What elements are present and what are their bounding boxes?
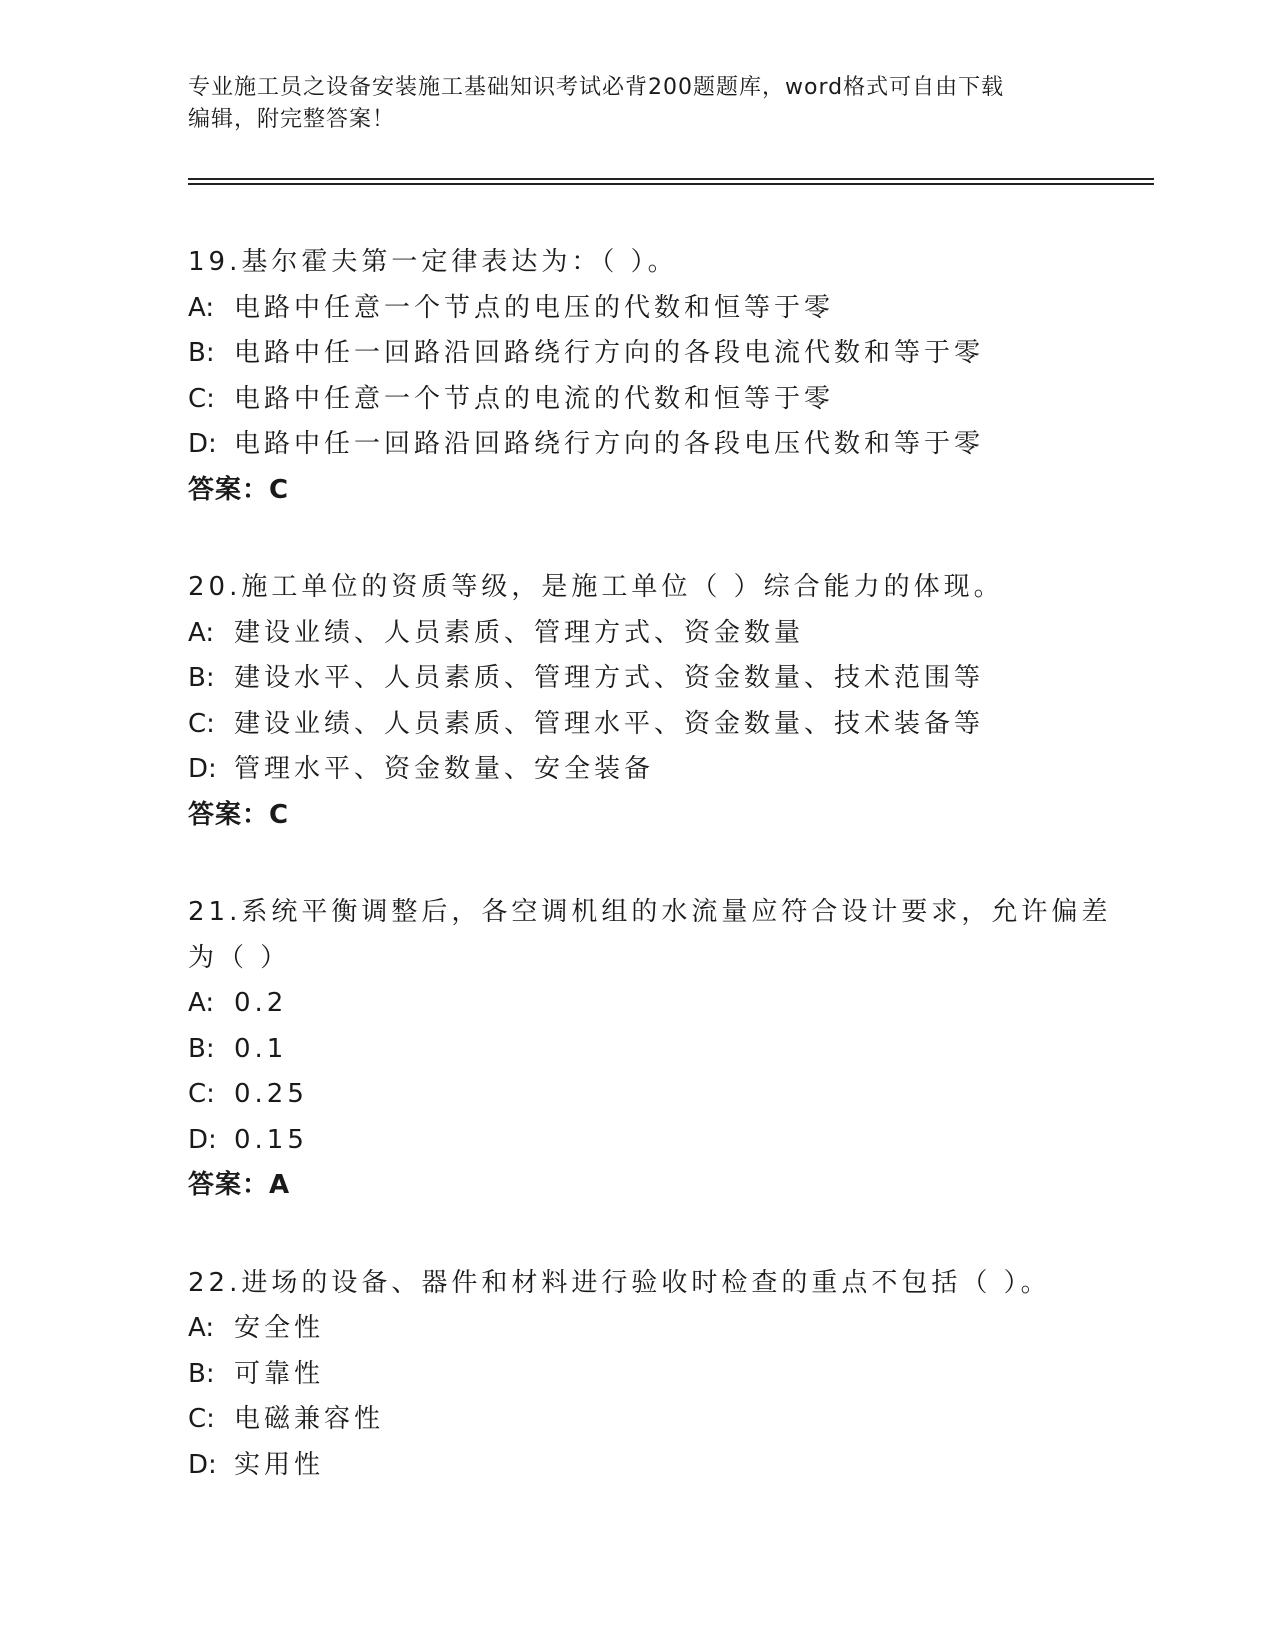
option-b xyxy=(188,1352,1088,1398)
answer-label: 答案：C xyxy=(188,799,290,830)
header-divider-top xyxy=(188,178,1154,180)
question-19 xyxy=(188,240,1088,513)
option-letter: D: xyxy=(188,429,217,459)
option-letter: D: xyxy=(188,754,217,784)
option-letter: A: xyxy=(188,292,215,323)
option-letter: A: xyxy=(188,617,215,648)
option-text: 电路中任意一个节点的电压的代数和恒等于零 xyxy=(234,292,835,323)
option-text: 安全性 xyxy=(234,1313,325,1343)
option-text: 建设业绩、人员素质、管理方式、资金数量 xyxy=(234,617,805,648)
option-text: 实用性 xyxy=(234,1449,325,1480)
option-c xyxy=(188,702,1088,748)
option-text: 0.2 xyxy=(234,988,288,1018)
question-text: 21.系统平衡调整后，各空调机组的水流量应符合设计要求，允许偏差 xyxy=(188,897,1112,927)
option-text: 管理水平、资金数量、安全装备 xyxy=(234,754,655,784)
option-text: 电路中任一回路沿回路绕行方向的各段电压代数和等于零 xyxy=(234,429,985,459)
option-text: 0.15 xyxy=(234,1124,308,1155)
option-c xyxy=(188,1397,1088,1443)
option-d xyxy=(188,422,1088,468)
option-a xyxy=(188,1306,1088,1352)
option-a xyxy=(188,611,1088,657)
option-a xyxy=(188,286,1088,332)
question-text: 19.基尔霍夫第一定律表达为：（ ）。 xyxy=(188,247,678,277)
option-text: 电磁兼容性 xyxy=(234,1404,385,1434)
option-letter: A: xyxy=(188,988,215,1018)
question-list xyxy=(188,240,1112,1540)
question-20 xyxy=(188,565,1088,838)
option-letter: B: xyxy=(188,663,215,693)
header-line-2: 编辑，附完整答案！ xyxy=(188,107,396,132)
option-letter: D: xyxy=(188,1124,217,1155)
option-letter: B: xyxy=(188,1358,215,1389)
option-text: 电路中任意一个节点的电流的代数和恒等于零 xyxy=(234,383,835,414)
question-text-continued: 为（ ） xyxy=(188,942,291,973)
option-letter: A: xyxy=(188,1313,215,1343)
option-b xyxy=(188,1027,1088,1073)
option-letter: C: xyxy=(188,1404,215,1434)
option-text: 电路中任一回路沿回路绕行方向的各段电流代数和等于零 xyxy=(234,338,985,368)
option-text: 建设水平、人员素质、管理方式、资金数量、技术范围等 xyxy=(234,663,985,693)
header-divider-bottom xyxy=(188,183,1154,185)
option-text: 0.25 xyxy=(234,1079,308,1109)
header-line-1: 专业施工员之设备安装施工基础知识考试必背200题题库，word格式可自由下载 xyxy=(188,75,1005,100)
option-letter: C: xyxy=(188,383,215,414)
option-letter: B: xyxy=(188,338,215,368)
option-letter: C: xyxy=(188,708,215,739)
option-d xyxy=(188,747,1088,793)
option-b xyxy=(188,331,1088,377)
option-text: 可靠性 xyxy=(234,1358,325,1389)
question-text: 22.进场的设备、器件和材料进行验收时检查的重点不包括（ ）。 xyxy=(188,1267,1051,1298)
answer-label: 答案：C xyxy=(188,474,290,505)
option-letter: C: xyxy=(188,1079,215,1109)
option-b xyxy=(188,656,1088,702)
option-c xyxy=(188,377,1088,423)
option-c xyxy=(188,1072,1088,1118)
option-letter: B: xyxy=(188,1033,215,1064)
question-text: 20.施工单位的资质等级，是施工单位（ ）综合能力的体现。 xyxy=(188,572,1004,602)
document-header xyxy=(188,72,1088,136)
option-a xyxy=(188,981,1088,1027)
option-d xyxy=(188,1443,1088,1489)
option-text: 建设业绩、人员素质、管理水平、资金数量、技术装备等 xyxy=(234,708,985,739)
option-text: 0.1 xyxy=(234,1033,288,1064)
option-d xyxy=(188,1118,1088,1164)
question-22 xyxy=(188,1261,1088,1489)
answer-label: 答案：A xyxy=(188,1170,291,1200)
option-letter: D: xyxy=(188,1449,217,1480)
question-21 xyxy=(188,890,1112,1209)
